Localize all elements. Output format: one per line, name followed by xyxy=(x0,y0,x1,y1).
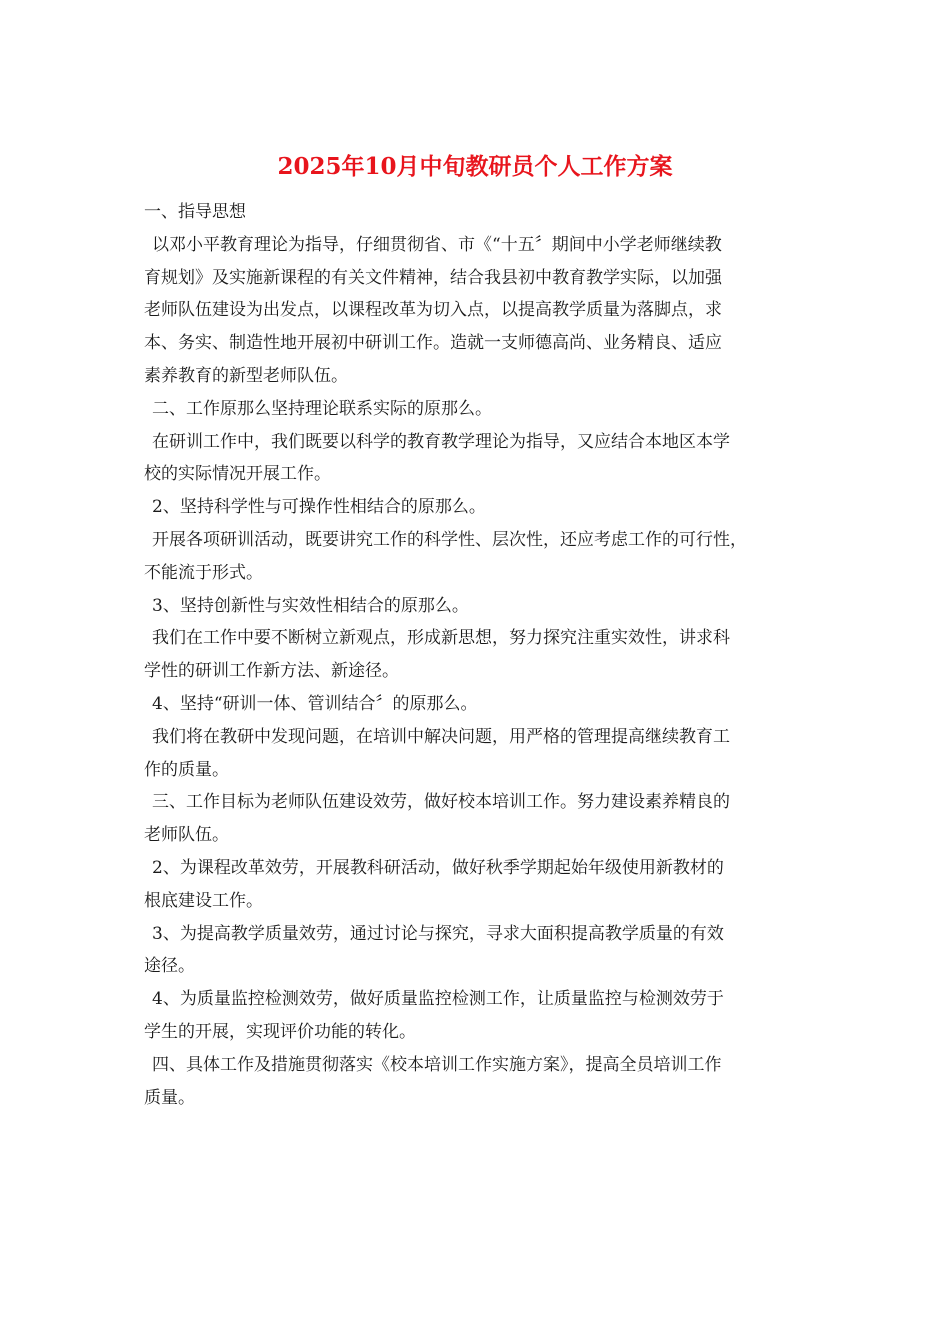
paragraph-line: 开展各项研训活动，既要讲究工作的科学性、层次性，还应考虑工作的可行性， xyxy=(152,529,747,550)
paragraph-line: 我们在工作中要不断树立新观点，形成新思想，努力探究注重实效性，讲求科 xyxy=(152,628,730,649)
paragraph-line: 质量。 xyxy=(144,1087,195,1108)
paragraph-line: 途径。 xyxy=(144,956,195,977)
paragraph-line: 素养教育的新型老师队伍。 xyxy=(144,365,348,386)
section-heading-2: 二、工作原那么坚持理论联系实际的原那么。 xyxy=(152,398,492,419)
paragraph-line: 校的实际情况开展工作。 xyxy=(144,464,331,485)
paragraph-line: 学性的研训工作新方法、新途径。 xyxy=(144,661,399,682)
list-item-heading: 3、坚持创新性与实效性相结合的原那么。 xyxy=(152,595,469,616)
section-heading-1: 一、指导思想 xyxy=(144,202,246,222)
section-heading-3: 三、工作目标为老师队伍建设效劳，做好校本培训工作。努力建设素养精良的 xyxy=(152,792,730,813)
paragraph-line: 老师队伍建设为出发点，以课程改革为切入点，以提高教学质量为落脚点，求 xyxy=(144,300,722,321)
list-item-heading: 4、坚持“研训一体、管训结合〞的原那么。 xyxy=(152,693,478,714)
paragraph-line: 根底建设工作。 xyxy=(144,890,263,911)
document-body xyxy=(144,196,808,1114)
paragraph-line: 育规划》及实施新课程的有关文件精神，结合我县初中教育教学实际，以加强 xyxy=(144,267,722,288)
document-title: 2025年10月中旬教研员个人工作方案 xyxy=(277,153,673,180)
list-item-heading: 3、为提高教学质量效劳，通过讨论与探究，寻求大面积提高教学质量的有效 xyxy=(152,923,724,944)
list-item-heading: 2、为课程改革效劳，开展教科研活动，做好秋季学期起始年级使用新教材的 xyxy=(152,857,724,878)
paragraph-line: 我们将在教研中发现问题，在培训中解决问题，用严格的管理提高继续教育工 xyxy=(152,726,730,747)
paragraph-line: 以邓小平教育理论为指导，仔细贯彻省、市《“十五〞期间中小学老师继续教 xyxy=(152,234,722,255)
paragraph-line: 本、务实、制造性地开展初中研训工作。造就一支师德高尚、业务精良、适应 xyxy=(144,333,722,354)
list-item-heading: 2、坚持科学性与可操作性相结合的原那么。 xyxy=(152,497,486,518)
paragraph-line: 不能流于形式。 xyxy=(144,562,263,583)
section-heading-4: 四、具体工作及措施贯彻落实《校本培训工作实施方案》，提高全员培训工作 xyxy=(152,1054,722,1075)
paragraph-line: 老师队伍。 xyxy=(144,825,229,846)
paragraph-line: 作的质量。 xyxy=(144,759,229,780)
paragraph-line: 在研训工作中，我们既要以科学的教育教学理论为指导，又应结合本地区本学 xyxy=(152,431,730,452)
paragraph-line: 学生的开展，实现评价功能的转化。 xyxy=(144,1021,416,1042)
list-item-heading: 4、为质量监控检测效劳，做好质量监控检测工作，让质量监控与检测效劳于 xyxy=(152,989,724,1010)
